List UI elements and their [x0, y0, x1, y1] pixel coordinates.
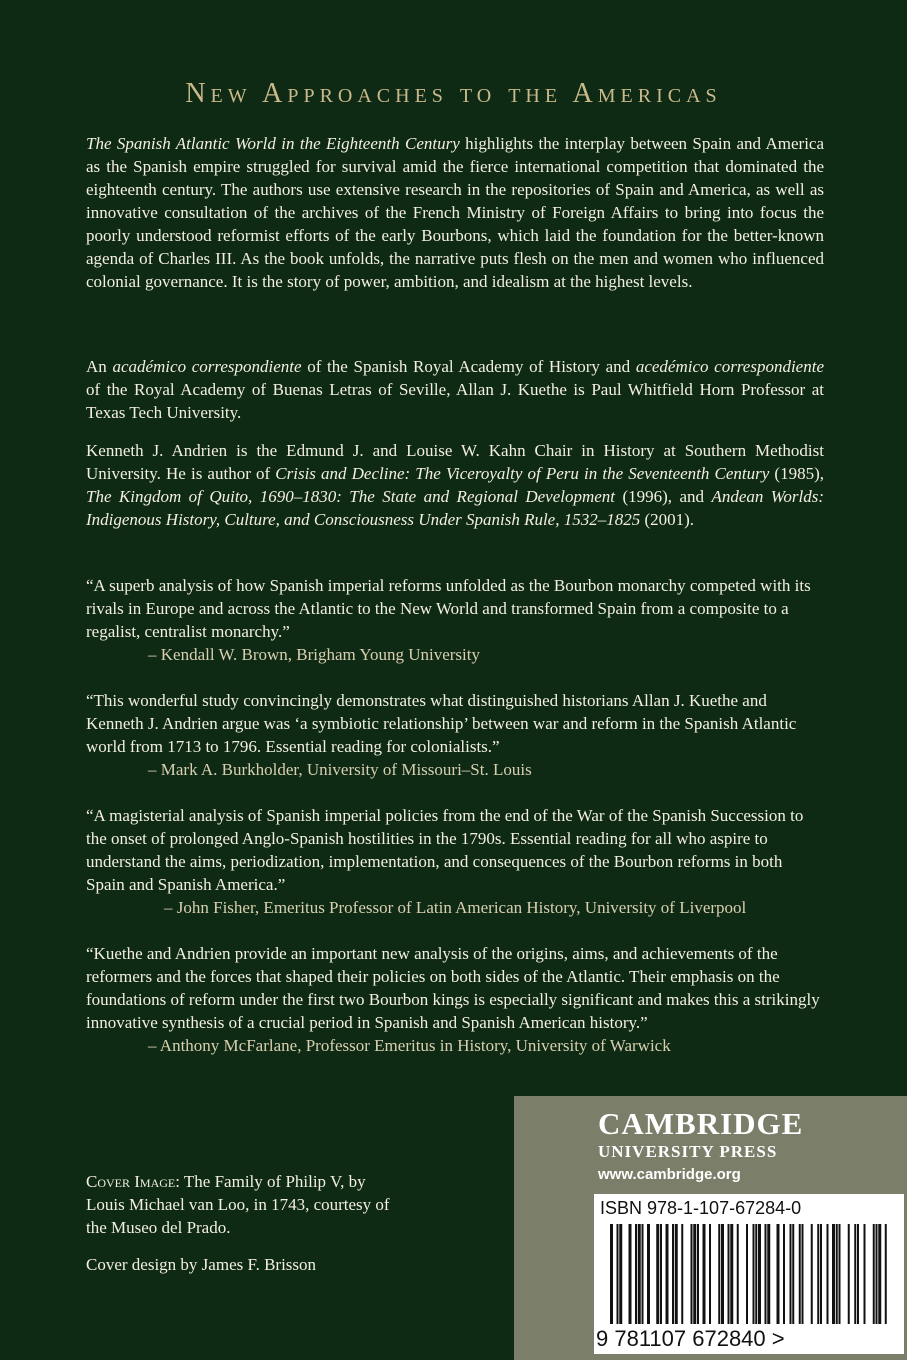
- bio-text: (2001).: [640, 510, 695, 529]
- endorsement-quote: [86, 804, 824, 919]
- endorsement-quote: [86, 689, 824, 781]
- series-title: New Approaches to the Americas: [185, 78, 722, 109]
- quote-attribution: – Mark A. Burkholder, University of Missouri–St. Louis: [148, 760, 532, 779]
- publisher-name: CAMBRIDGE: [598, 1106, 804, 1141]
- barcode: [594, 1194, 904, 1354]
- publisher-panel: [514, 1096, 907, 1360]
- bio-text: Kenneth J. Andrien is the Edmund J. and Louise W. Kahn Chair in History at Southern Methodist University. He is author of: [86, 441, 824, 483]
- bio-text: of the Royal Academy of Buenas Letras of Seville, Allan J. Kuethe is Paul Whitfield Horn Professor at Texas Tech University.: [86, 380, 824, 422]
- book-title: The Spanish Atlantic World in the Eighteenth Century: [86, 134, 460, 153]
- credit-text: The Family of Philip V, by Louis Michael van Loo, in 1743, courtesy of the Museo del Prado.: [86, 1172, 390, 1237]
- quote-text: “A superb analysis of how Spanish imperial reforms unfolded as the Bourbon monarchy competed with its rivals in Europe and across the Atlantic to the New World and transformed Spain from a composite to a regalist, centralist monarchy.”: [86, 576, 811, 641]
- bio-text: (1996), and: [615, 487, 712, 506]
- bio-text: An: [86, 357, 113, 376]
- quote-text: “A magisterial analysis of Spanish imperial policies from the end of the War of the Spanish Succession to the onset of prolonged Anglo-Spanish hostilities in the 1790s. Essential reading for all who aspire to understand the aims, periodization, implementation, and consequences of the Bourbon reforms in both Spain and Spanish America.”: [86, 806, 804, 894]
- cover-design-credit: Cover design by James F. Brisson: [86, 1255, 317, 1274]
- endorsement-quote: [86, 942, 824, 1057]
- credit-label: Cover Image:: [86, 1172, 180, 1191]
- bio-italic: Andean Worlds: Indigenous History, Culture, and Consciousness Under Spanish Rule, 1532–1825: [86, 487, 825, 529]
- barcode-digits: 9 781107 672840 >: [596, 1326, 785, 1351]
- publisher-url: www.cambridge.org: [598, 1166, 741, 1183]
- author-bio-andrien: [86, 439, 824, 531]
- quote-text: “Kuethe and Andrien provide an important new analysis of the origins, aims, and achievements of the reformers and the forces that shaped their policies on both sides of the Atlantic. Their emphasis on the foundations of reform under the first two Bourbon kings is especially significant and makes this a strikingly innovative synthesis of a crucial period in Spanish and Spanish American history.”: [86, 944, 820, 1032]
- publisher-subtitle: UNIVERSITY PRESS: [598, 1142, 778, 1161]
- description-text: highlights the interplay between Spain and America as the Spanish empire struggled for survival amid the fierce international competition that dominated the eighteenth century. The authors use extensive research in the repositories of Spain and America, as well as innovative consultation of the archives of the French Ministry of Foreign Affairs to bring into focus the poorly understood reformist efforts of the early Bourbons, which laid the foundation for the better-known agenda of Charles III. As the book unfolds, the narrative puts flesh on the men and women who influenced colonial governance. It is the story of power, ambition, and idealism at the highest levels.: [86, 134, 825, 291]
- bio-italic: The Kingdom of Quito, 1690–1830: The State and Regional Development: [86, 487, 616, 506]
- bio-italic: acedémico correspondiente: [635, 357, 824, 376]
- isbn-label: ISBN 978-1-107-67284-0: [600, 1198, 802, 1218]
- barcode-bars: [610, 1224, 890, 1324]
- bio-italic: académico correspondiente: [112, 357, 302, 376]
- quote-attribution: – Kendall W. Brown, Brigham Young University: [148, 645, 480, 664]
- bio-italic: Crisis and Decline: The Viceroyalty of Peru in the Seventeenth Century: [275, 464, 770, 483]
- cover-image-credit: [86, 1170, 406, 1239]
- author-bio-kuethe: [86, 355, 824, 424]
- quote-text: “This wonderful study convincingly demonstrates what distinguished historians Allan J. Kuethe and Kenneth J. Andrien argue was ‘a symbiotic relationship’ between war and reform in the Spanish Atlantic world from 1713 to 1796. Essential reading for colonialists.”: [86, 691, 797, 756]
- endorsement-quote: [86, 574, 824, 666]
- bio-text: (1985),: [769, 464, 824, 483]
- quote-attribution: – John Fisher, Emeritus Professor of Latin American History, University of Liverpool: [164, 898, 747, 917]
- quote-attribution: – Anthony McFarlane, Professor Emeritus in History, University of Warwick: [148, 1036, 671, 1055]
- bio-text: of the Spanish Royal Academy of History and: [301, 357, 636, 376]
- book-description: [86, 132, 824, 293]
